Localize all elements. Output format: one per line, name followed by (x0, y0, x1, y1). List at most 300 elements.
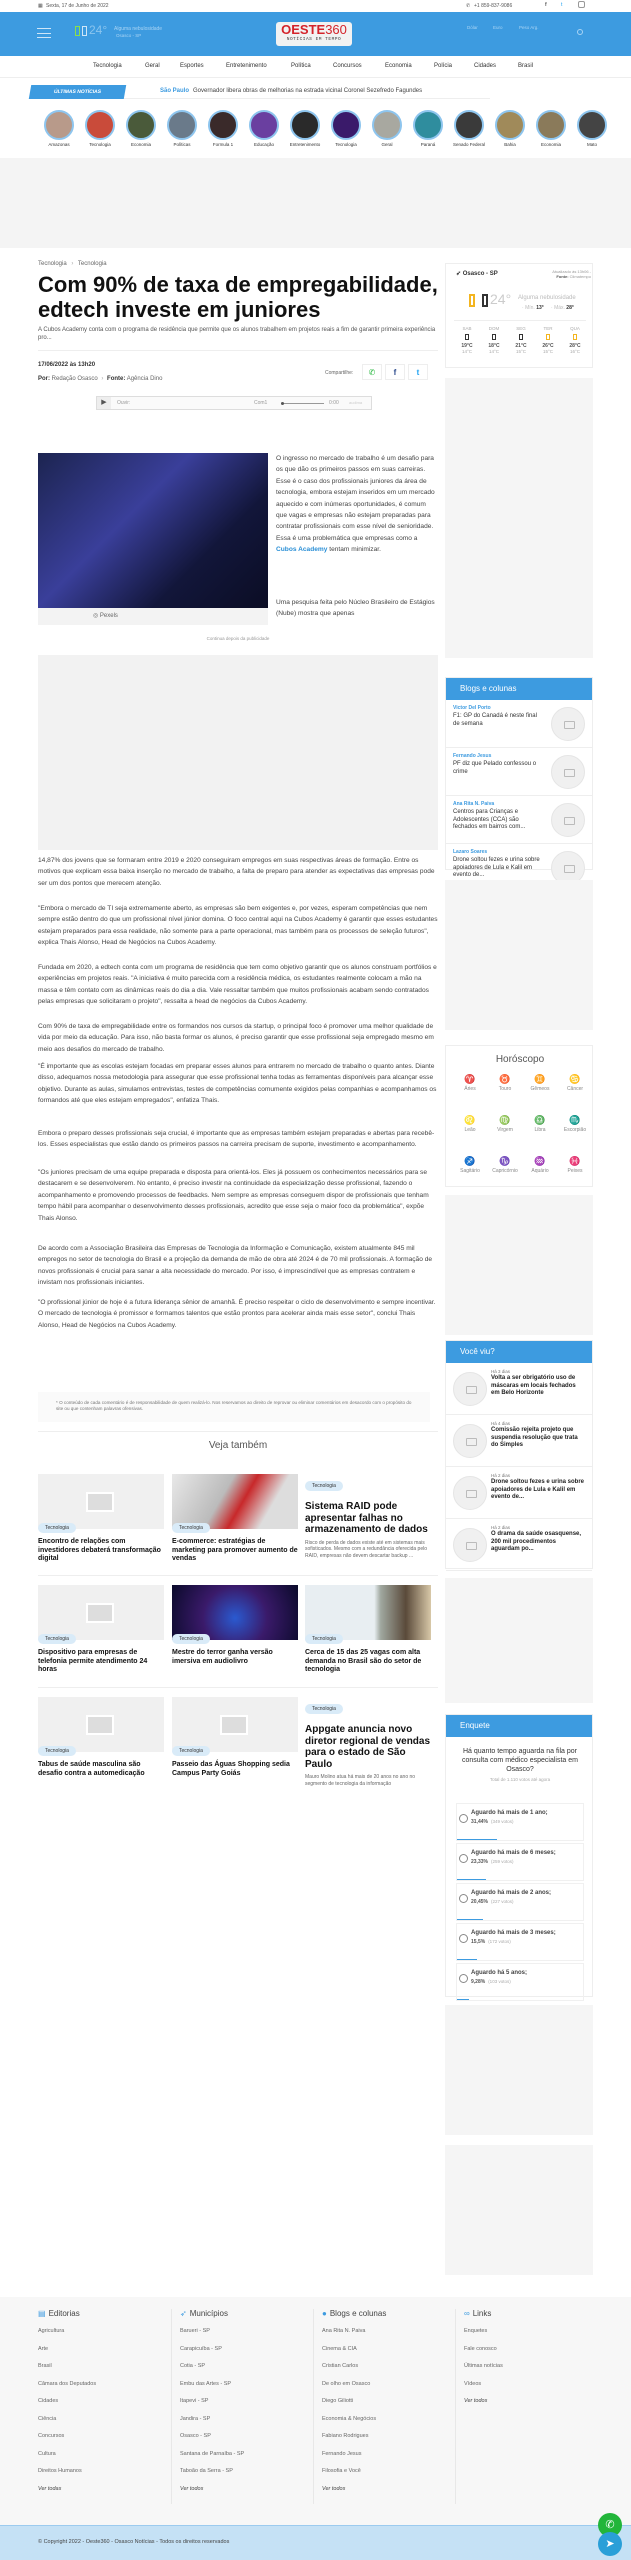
divider (38, 1575, 438, 1576)
link-icon: ∞ (464, 2309, 470, 2318)
horoscope-sign[interactable] (452, 1115, 488, 1133)
article-paragraph: Com 90% de taxa de empregabilidade entre os formandos nos cursos da startup, o principal foco é promover uma melhor qualidade de vida por meio da educação. Para isso, não basta formar os alunos, é preciso garantir que esse profissional seja empregado mesmo em meio aos desafios do mercado de trabalho. (38, 1023, 434, 1053)
story-thumbnail[interactable] (208, 110, 238, 140)
story-item[interactable] (204, 110, 242, 147)
article-title: Com 90% de taxa de empregabilidade, edtech investe em juniores (38, 272, 438, 322)
phone-number[interactable]: +1 859-837-9086 (474, 3, 513, 9)
voce-viu-item[interactable] (446, 1363, 592, 1415)
news-thumbnail-icon[interactable] (453, 1424, 487, 1458)
header-temp: 24° (89, 23, 108, 37)
audio-label: Ouvir: (117, 400, 131, 406)
audio-voice[interactable]: Com1 (254, 400, 268, 406)
poll-option-percent (471, 1899, 513, 1905)
category-badge[interactable]: Tecnologia (305, 1704, 343, 1714)
card-image[interactable] (305, 1585, 431, 1640)
article-author[interactable]: Redação Osasco (51, 376, 98, 382)
category-badge[interactable]: Tecnologia (172, 1523, 210, 1533)
poll-progress-bar (457, 1999, 469, 2001)
forecast-low: 14°C (461, 349, 473, 354)
card-image[interactable] (172, 1697, 298, 1752)
poll-vote-count: (103 votos) (488, 1979, 511, 1984)
footer-link[interactable]: De olho em Osasco (322, 2380, 371, 2387)
footer-column-label: Editorias (48, 2309, 80, 2318)
card-description: Risco de perda de dados existe até em sistemas mais sofisticados. Mesmo com a redundância oferecida pelo RAID, empresas não devem descartar backup ... (305, 1539, 428, 1559)
radio-button[interactable] (459, 1934, 468, 1943)
divider (454, 320, 586, 321)
calendar-icon: ▦ (38, 3, 43, 9)
blog-item[interactable] (446, 748, 592, 796)
card-image[interactable] (38, 1697, 164, 1752)
story-item[interactable] (122, 110, 160, 147)
location-arrow-icon: ➶ (456, 271, 462, 277)
article-paragraph: "Embora o mercado de TI seja extremamente aberto, as empresas são bem exigentes e, por vezes, esperam competências que nem sempre estão dentro do que um profissional nível júnior domina. O foco central aqui na Cubos Academy é garantir que esses estudantes estejam preparados para essa realidade, não somente para a parte operacional, mas também para os processos de seleção futuros", explica Thais Alonso, Head de Negócios na Cubos Academy. (38, 905, 438, 947)
whatsapp-small-icon: ✆ (466, 3, 471, 9)
footer-see-all-link[interactable]: Ver todos (180, 2485, 204, 2492)
horoscope-sign[interactable] (522, 1115, 558, 1133)
story-thumbnail[interactable] (577, 110, 607, 140)
divider (313, 2309, 314, 2504)
footer-column-title (38, 2309, 178, 2318)
story-item[interactable] (286, 110, 324, 147)
currency-euro[interactable]: Euro (493, 25, 503, 30)
audio-progress-slider[interactable] (282, 403, 324, 404)
poll-vote-count: (227 votos) (490, 1899, 514, 1904)
footer-link[interactable]: Carapicuíba - SP (180, 2345, 222, 2352)
category-badge[interactable]: Tecnologia (38, 1746, 76, 1756)
by-label: Por: (38, 376, 50, 382)
category-badge[interactable]: Tecnologia (172, 1746, 210, 1756)
blog-item[interactable] (446, 700, 592, 748)
forecast-day-name: SEG (516, 326, 526, 331)
sidebar-ad (445, 1195, 593, 1335)
poll-percent-value: 31,44% (471, 1819, 488, 1825)
card-title[interactable]: Sistema RAID pode apresentar falhas no armazenamento de dados (305, 1501, 428, 1535)
forecast-high: 26°C (542, 343, 554, 349)
story-label: Mato (586, 142, 597, 147)
share-twitter-icon[interactable]: t (408, 364, 428, 380)
divider (455, 2309, 456, 2504)
footer-link[interactable]: Barueri - SP (180, 2328, 210, 2334)
footer-link[interactable]: Osasco - SP (180, 2433, 211, 2439)
footer-link[interactable]: Concursos (38, 2433, 65, 2439)
poll-percent-value: 20,45% (471, 1899, 488, 1905)
story-label: Economia (130, 142, 151, 147)
comment-disclaimer: * O conteúdo de cada comentário é de responsabilidade de quem realizá-lo. Nos reservamos ao direito de reprovar ou eliminar comentários em desacordo com o propósito do site ou que contenham palavras ofensivas. (38, 1392, 430, 1422)
weather-source-label: Fonte: (556, 274, 569, 279)
nav-item-tecnologia[interactable]: Tecnologia (93, 63, 122, 69)
card-title[interactable]: E-commerce: estratégias de marketing para promover aumento de vendas (172, 1538, 298, 1562)
horoscope-sign[interactable] (487, 1074, 523, 1092)
story-thumbnail[interactable] (290, 110, 320, 140)
forecast-weather-icon (573, 334, 577, 340)
voce-viu-list (446, 1363, 592, 1571)
zodiac-icon: ♌ (464, 1115, 476, 1125)
footer-link[interactable]: Embu das Artes - SP (180, 2380, 232, 2387)
footer-link[interactable]: Fabiano Rodrigues (322, 2433, 369, 2439)
story-item[interactable] (409, 110, 447, 147)
weather-sun-icon (75, 26, 80, 36)
horoscope-sign[interactable] (557, 1156, 593, 1174)
article-paragraph: Uma pesquisa feita pelo Núcleo Brasileiro de Estágios (Nube) mostra que apenas (276, 599, 435, 618)
story-item[interactable] (532, 110, 570, 147)
poll-total: Total de 1.110 votos até agora (489, 1777, 551, 1782)
sun-icon (469, 294, 475, 307)
zodiac-name: Gêmeos (530, 1086, 550, 1092)
radio-button[interactable] (459, 1974, 468, 1983)
footer-link[interactable]: Filosofia e Você (322, 2468, 361, 2474)
current-date: Sexta, 17 de Junho de 2022 (46, 3, 109, 9)
footer-column-title (180, 2309, 320, 2318)
blog-author[interactable]: Fernando Jesus (453, 753, 492, 759)
footer-column-title (322, 2309, 462, 2318)
footer-see-all-link[interactable]: Ver todos (464, 2398, 488, 2404)
article-paragraph: "É importante que as escolas estejam focadas em preparar esses alunos para entrarem no mercado de trabalho o quanto antes. Diante disso, adequamos nossa metodologia para assegurar que esse profissional tenha todas as ferramentas disponíveis para alcançar esse objetivo. Durante as aulas, simulamos entrevistas, testes de competências comumente exigidos pelas companhias e acompanhamos os formandos até que eles estejam empregados", enfatiza Thais. (38, 1063, 437, 1105)
horoscope-sign[interactable] (557, 1074, 593, 1092)
blog-title[interactable]: Drone soltou fezes e urina sobre apoiadores de Lula e Kalil em evento de... (453, 857, 540, 878)
zodiac-name: Áries (464, 1086, 476, 1092)
story-label: Educação (253, 142, 274, 147)
story-item[interactable] (450, 110, 488, 147)
header-weather-location: Osasco - SP (116, 33, 142, 38)
category-badge[interactable]: Tecnologia (305, 1481, 343, 1491)
stories-strip (40, 110, 600, 155)
card-title[interactable]: Mestre do terror ganha versão imersiva em audiolivro (172, 1649, 273, 1665)
poll-option-label: Aguardo há mais de 6 meses; (471, 1850, 556, 1856)
footer-link[interactable]: Arte (38, 2345, 49, 2352)
cloud-icon (482, 294, 488, 307)
story-item[interactable] (368, 110, 406, 147)
card-image[interactable] (172, 1585, 298, 1640)
search-icon[interactable] (577, 29, 583, 35)
share-label: Compartilhe: (325, 370, 354, 376)
see-also-card[interactable] (172, 1585, 298, 1666)
poll-option[interactable] (456, 1803, 584, 1841)
weather-widget-temp: 24° (490, 291, 512, 307)
zodiac-name: Escorpião (563, 1127, 587, 1133)
footer-column (322, 2309, 462, 2503)
radio-button[interactable] (459, 1854, 468, 1863)
currency-peso[interactable]: Peso Arg. (519, 25, 539, 30)
footer-link[interactable]: Fale conosco (464, 2345, 497, 2352)
forecast-day (454, 326, 480, 354)
poll-option[interactable] (456, 1963, 584, 2001)
story-item[interactable] (491, 110, 529, 147)
zodiac-icon: ♏ (569, 1115, 581, 1125)
blog-item[interactable] (446, 796, 592, 844)
zodiac-icon: ♊ (534, 1074, 546, 1084)
article-byline (38, 376, 162, 382)
image-placeholder-icon (86, 1492, 114, 1512)
latest-news-ticker (30, 85, 490, 99)
horoscope-sign[interactable] (487, 1156, 523, 1174)
story-item[interactable] (81, 110, 119, 147)
story-item[interactable] (327, 110, 365, 147)
footer-link[interactable]: Diego Giliotti (322, 2398, 354, 2404)
card-image[interactable] (172, 1474, 298, 1529)
story-thumbnail[interactable] (85, 110, 115, 140)
news-title[interactable]: Comissão rejeita projeto que suspendia resolução que trata do Simples (491, 1427, 578, 1448)
sidebar-ad (445, 2145, 593, 2275)
poll-progress-bar (457, 1959, 477, 1961)
weather-updated-text: Atualizado às 13h06 - (552, 269, 591, 274)
weather-max-value: 28° (566, 305, 574, 311)
horoscope-sign[interactable] (522, 1074, 558, 1092)
footer-link[interactable]: Itapevi - SP (180, 2398, 209, 2404)
footer-link[interactable]: Ciência (38, 2415, 57, 2422)
divider (171, 2309, 172, 2504)
nav-item-concursos[interactable]: Concursos (333, 63, 362, 69)
category-badge[interactable]: Tecnologia (38, 1523, 76, 1533)
story-thumbnail[interactable] (413, 110, 443, 140)
category-badge[interactable]: Tecnologia (38, 1634, 76, 1644)
article-source: Agência Dino (126, 376, 163, 382)
radio-button[interactable] (459, 1814, 468, 1823)
footer-link[interactable]: Cultura (38, 2450, 56, 2457)
see-also-card[interactable] (38, 1697, 164, 1778)
card-title[interactable]: Encontro de relações com investidores debaterá transformação digital (38, 1538, 161, 1562)
article-paragraph: 14,87% dos jovens que se formaram entre 2019 e 2020 conseguiram empregos em suas respectivas áreas de formação. Entre os motivos que explicam essa baixa inserção no mercado de trabalho, a falta de preparo para atender as expectativas das empresas pode ser um dos pontos que merecem atenção. (38, 857, 435, 887)
see-also-card-featured[interactable] (305, 1474, 435, 1559)
see-also-title: Veja também (208, 1440, 268, 1451)
poll-option[interactable] (456, 1883, 584, 1921)
voce-viu-item[interactable] (446, 1415, 592, 1467)
forecast-high: 18°C (488, 343, 500, 349)
article-paragraph (276, 453, 438, 556)
poll-option[interactable] (456, 1843, 584, 1881)
footer-column (464, 2309, 604, 2416)
footer-link[interactable]: Agricultura (38, 2328, 65, 2334)
zodiac-name: Libra (534, 1127, 546, 1133)
footer-link[interactable]: Economia & Negócios (322, 2415, 377, 2422)
zodiac-icon: ♑ (499, 1156, 511, 1166)
story-thumbnail[interactable] (44, 110, 74, 140)
see-also-card[interactable] (305, 1585, 431, 1675)
blog-title[interactable]: PF diz que Pelado confessou o crime (453, 761, 537, 775)
ad-placeholder (38, 655, 438, 850)
story-item[interactable] (245, 110, 283, 147)
blog-author[interactable]: Victor Del Porto (453, 705, 491, 711)
horoscope-sign[interactable] (452, 1074, 488, 1092)
footer-link[interactable]: Ana Rita N. Paiva (322, 2328, 366, 2334)
image-placeholder-icon (86, 1715, 114, 1735)
card-title[interactable]: Cerca de 15 das 25 vagas com alta demanda no Brasil são do setor de tecnologia (305, 1649, 422, 1673)
forecast-high: 21°C (515, 343, 527, 349)
weather-min: · Mín. 13° (522, 305, 544, 311)
horoscope-sign[interactable] (487, 1115, 523, 1133)
poll-option[interactable] (456, 1923, 584, 1961)
poll-option-percent (471, 1979, 511, 1985)
poll-percent-value: 23,33% (471, 1859, 488, 1865)
share-whatsapp-icon[interactable]: ✆ (362, 364, 382, 380)
blog-author[interactable]: Lazaro Soares (453, 849, 488, 855)
story-thumbnail[interactable] (167, 110, 197, 140)
breadcrumb-item[interactable]: Tecnologia (77, 261, 107, 267)
story-thumbnail[interactable] (372, 110, 402, 140)
audio-brand: audima (349, 400, 363, 405)
forecast-low: 16°C (569, 349, 581, 354)
forecast-weather-icon (546, 334, 550, 340)
story-thumbnail[interactable] (126, 110, 156, 140)
forecast-day (481, 326, 507, 354)
divider (38, 350, 438, 351)
poll-vote-count: (259 votos) (490, 1859, 514, 1864)
story-label: Tecnologia (89, 142, 111, 147)
category-badge[interactable]: Tecnologia (172, 1634, 210, 1644)
card-image[interactable] (38, 1474, 164, 1529)
share-facebook-icon[interactable]: f (385, 364, 405, 380)
footer-link[interactable]: Últimas notícias (464, 2363, 503, 2369)
article-paragraph: "O profissional júnior de hoje é a futura liderança sênior de amanhã. É preciso respeitar o ciclo de desenvolvimento e sempre incentivar. O mercado de tecnologia é promissor e formamos talentos que estão prontos para acelerar ainda mais esse setor", conclui Thais Alonso, Head de Negócios na Cubos Academy. (38, 1299, 436, 1329)
footer-link[interactable]: Jandira - SP (180, 2415, 211, 2422)
nav-item-entretenimento[interactable]: Entretenimento (226, 63, 267, 69)
see-also-card[interactable] (172, 1474, 298, 1564)
footer-link[interactable]: Cristian Carlos (322, 2363, 359, 2369)
footer-link[interactable]: Vídeos (464, 2380, 482, 2387)
blog-author[interactable]: Ana Rita N. Paiva (453, 801, 495, 807)
see-also-card[interactable] (38, 1585, 164, 1675)
story-item[interactable] (163, 110, 201, 147)
card-title[interactable]: Appgate anuncia novo diretor regional de vendas para o estado de São Paulo (305, 1724, 431, 1770)
forecast-weather-icon (519, 334, 523, 340)
zodiac-name: Peixes (567, 1168, 583, 1174)
footer-link[interactable]: Cotia - SP (180, 2363, 206, 2369)
blog-title[interactable]: F1: GP do Canadá é neste final de semana (453, 713, 537, 727)
footer-link[interactable]: Brasil (38, 2363, 52, 2369)
weather-widget (445, 263, 593, 368)
story-thumbnail[interactable] (454, 110, 484, 140)
story-item[interactable] (40, 110, 78, 147)
nav-item-geral[interactable]: Geral (145, 63, 160, 69)
hamburger-menu-icon[interactable] (37, 28, 51, 38)
newspaper-icon: ▤ (38, 2309, 46, 2318)
see-also-card[interactable] (38, 1474, 164, 1564)
zodiac-icon: ♉ (499, 1074, 511, 1084)
weather-cloud-icon (82, 26, 87, 36)
blog-thumbnail-icon[interactable] (551, 707, 585, 741)
blog-thumbnail-icon[interactable] (551, 755, 585, 789)
card-title[interactable]: Passeio das Águas Shopping sedia Campus Party Goiás (172, 1761, 290, 1777)
zodiac-icon: ♋ (569, 1074, 581, 1084)
story-thumbnail[interactable] (249, 110, 279, 140)
news-title[interactable]: O drama da saúde osasquense, 200 mil procedimentos aguardam po... (491, 1531, 582, 1552)
radio-button[interactable] (459, 1894, 468, 1903)
footer-see-all-link[interactable]: Ver todos (322, 2485, 346, 2492)
see-also-card-featured[interactable] (305, 1697, 435, 1787)
main-nav (0, 56, 631, 78)
footer-link[interactable]: Direitos Humanos (38, 2468, 82, 2474)
poll-progress-bar (457, 1839, 497, 1841)
story-thumbnail[interactable] (331, 110, 361, 140)
horoscope-sign[interactable] (522, 1156, 558, 1174)
card-image[interactable] (38, 1585, 164, 1640)
footer-link[interactable]: Câmara dos Deputados (38, 2380, 97, 2387)
card-title[interactable]: Tabus de saúde masculina são desafio contra a automedicação (38, 1761, 145, 1777)
zodiac-name: Virgem (497, 1127, 513, 1133)
copyright: © Copyright 2022 - Oeste360 - Osasco Notícias - Todos os direitos reservados (0, 2525, 631, 2560)
news-thumbnail-icon[interactable] (453, 1528, 487, 1562)
play-icon[interactable]: ▶ (97, 397, 111, 409)
instagram-icon[interactable] (578, 1, 585, 8)
horoscope-sign[interactable] (452, 1156, 488, 1174)
time-ago: Há 2 dias (491, 1525, 511, 1530)
blog-thumbnail-icon[interactable] (551, 803, 585, 837)
news-title[interactable]: Drone soltou fezes e urina sobre apoiadores de Lula e Kalil em evento de... (491, 1479, 585, 1500)
story-item[interactable] (573, 110, 611, 147)
nav-item-brasil[interactable]: Brasil (518, 63, 534, 69)
footer-link[interactable]: Fernando Jesus (322, 2450, 362, 2457)
nav-item-esportes[interactable]: Esportes (180, 63, 204, 69)
forecast-high: 28°C (569, 343, 581, 349)
nav-item-economia[interactable]: Economia (385, 63, 412, 69)
footer-link[interactable]: Cinema & CIA (322, 2345, 357, 2352)
blog-title[interactable]: Centros para Crianças e Adolescentes (CCA) são fechados em bairros com... (453, 809, 526, 830)
footer-link[interactable]: Cidades (38, 2398, 59, 2404)
see-also-card[interactable] (172, 1697, 298, 1778)
ticker-headline[interactable]: Governador libera obras de melhorias na estrada vicinal Coronel Sezefredo Fagundes (193, 88, 423, 94)
news-thumbnail-icon[interactable] (453, 1372, 487, 1406)
zodiac-icon: ♒ (534, 1156, 546, 1166)
currency-dollar[interactable]: Dólar (467, 25, 478, 30)
nav-item-cidades[interactable]: Cidades (474, 63, 497, 69)
story-thumbnail[interactable] (536, 110, 566, 140)
zodiac-icon: ♈ (464, 1074, 476, 1084)
site-logo[interactable] (276, 22, 352, 46)
twitter-icon[interactable]: t (561, 2, 563, 8)
story-thumbnail[interactable] (495, 110, 525, 140)
site-footer (0, 2297, 631, 2525)
telegram-float-icon[interactable]: ➤ (598, 2532, 622, 2556)
cubos-academy-link[interactable]: Cubos Academy (276, 546, 328, 554)
footer-column-label: Blogs e colunas (329, 2309, 387, 2318)
card-title[interactable]: Dispositivo para empresas de telefonia permite atendimento 24 horas (38, 1649, 148, 1673)
site-header (0, 12, 631, 56)
horoscope-sign[interactable] (557, 1115, 593, 1133)
footer-link[interactable]: Santana de Parnaíba - SP (180, 2450, 245, 2457)
weather-widget-city (456, 270, 498, 277)
zodiac-icon: ♍ (499, 1115, 511, 1125)
voce-viu-item[interactable] (446, 1467, 592, 1519)
poll-progress-bar (457, 1919, 483, 1921)
blogs-list (446, 700, 592, 892)
blogs-widget (445, 677, 593, 878)
footer-link[interactable]: Enquetes (464, 2328, 488, 2334)
image-placeholder-icon (86, 1603, 114, 1623)
voce-viu-item[interactable] (446, 1519, 592, 1571)
weather-updated (536, 269, 591, 279)
header-weather-desc: Alguma nebulosidade (114, 26, 163, 32)
news-title[interactable]: Volta a ser obrigatório uso de máscaras em locais fechados em Belo Horizonte (491, 1375, 576, 1396)
footer-column-label: Links (472, 2309, 492, 2318)
footer-link[interactable]: Taboão da Serra - SP (180, 2468, 233, 2474)
nav-item-politica[interactable]: Política (291, 63, 311, 69)
zodiac-icon: ♓ (569, 1156, 581, 1166)
forecast-low: 15°C (515, 349, 527, 354)
forecast-weather-icon (465, 334, 469, 340)
footer-see-all-link[interactable]: Ver todas (38, 2485, 62, 2492)
breadcrumb-item[interactable]: Tecnologia (38, 261, 67, 267)
divider (38, 1687, 438, 1688)
poll-option-label: Aguardo há 5 anos; (471, 1970, 528, 1976)
news-thumbnail-icon[interactable] (453, 1476, 487, 1510)
category-badge[interactable]: Tecnologia (305, 1634, 343, 1644)
nav-item-policia[interactable]: Polícia (434, 63, 453, 69)
whatsapp-float-icon[interactable]: ✆ (598, 2513, 622, 2537)
poll-vote-count: (349 votos) (490, 1819, 514, 1824)
ticker-city: São Paulo (160, 88, 190, 94)
poll-option-percent (471, 1939, 511, 1945)
facebook-icon[interactable]: f (545, 2, 547, 8)
poll-title: Enquete (446, 1715, 592, 1737)
